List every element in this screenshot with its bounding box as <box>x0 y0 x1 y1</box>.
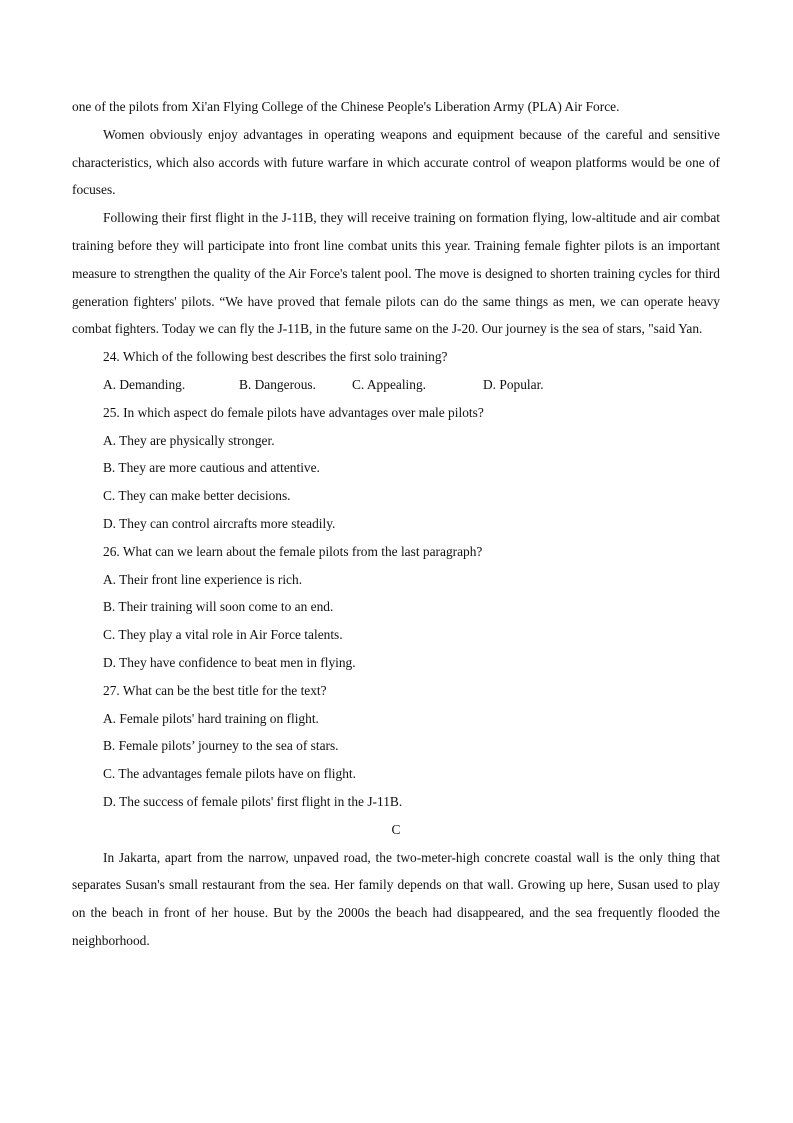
question-24-option-c: C. Appealing. <box>352 376 427 392</box>
question-24-option-a: A. Demanding. <box>103 376 186 392</box>
section-c-heading: C <box>391 821 401 837</box>
question-26-stem: 26. What can we learn about the female pilots from the last paragraph? <box>103 543 483 559</box>
question-25-option-b: B. They are more cautious and attentive. <box>103 460 320 476</box>
question-24-option-b: B. Dangerous. <box>239 376 316 392</box>
document-page <box>72 93 720 955</box>
question-24-option-d: D. Popular. <box>483 376 544 392</box>
question-25-stem: 25. In which aspect do female pilots have advantages over male pilots? <box>103 404 484 420</box>
question-27-option-c: C. The advantages female pilots have on flight. <box>103 766 356 782</box>
passage-b-paragraph-2: Women obviously enjoy advantages in operating weapons and equipment because of the careful and sensitive characteristics, which also accords with future warfare in which accurate control of weapon platforms would be one of focuses. <box>72 126 720 198</box>
question-25-option-d: D. They can control aircrafts more steadily. <box>103 515 336 531</box>
question-25-option-c: C. They can make better decisions. <box>103 488 291 504</box>
question-24-stem: 24. Which of the following best describes the first solo training? <box>103 349 448 365</box>
passage-b-paragraph-continued: one of the pilots from Xi'an Flying College of the Chinese People's Liberation Army (PLA) Air Force. <box>72 99 620 114</box>
question-27-option-b: B. Female pilots’ journey to the sea of stars. <box>103 738 339 754</box>
question-27-option-d: D. The success of female pilots' first flight in the J-11B. <box>103 793 403 809</box>
question-25-option-a: A. They are physically stronger. <box>103 432 275 448</box>
question-26-option-a: A. Their front line experience is rich. <box>103 571 303 587</box>
passage-b-paragraph-3: Following their first flight in the J-11B, they will receive training on formation flying, low-altitude and air combat training before they will participate into front line combat units this year. Training female fighter pilots is an important measure to strengthen the quality of the Air Force's talent pool. The move is designed to shorten training cycles for third generation fighters' pilots. “We have proved that female pilots can do the same things as men, we can operate heavy combat fighters. Today we can fly the J-11B, in the future same on the J-20. Our journey is the sea of stars, "said Yan. <box>72 210 720 337</box>
question-26-option-b: B. Their training will soon come to an end. <box>103 599 334 615</box>
question-26-option-d: D. They have confidence to beat men in flying. <box>103 654 356 670</box>
question-27-stem: 27. What can be the best title for the text? <box>103 682 327 698</box>
question-27-option-a: A. Female pilots' hard training on flight. <box>103 710 319 726</box>
question-26-option-c: C. They play a vital role in Air Force talents. <box>103 627 343 643</box>
passage-c-paragraph-1: In Jakarta, apart from the narrow, unpaved road, the two-meter-high concrete coastal wall is the only thing that separates Susan's small restaurant from the sea. Her family depends on that wall. Growing up here, Susan used to play on the beach in front of her house. But by the 2000s the beach had disappeared, and the sea frequently flooded the neighborhood. <box>72 849 720 948</box>
question-24-options <box>72 371 720 399</box>
